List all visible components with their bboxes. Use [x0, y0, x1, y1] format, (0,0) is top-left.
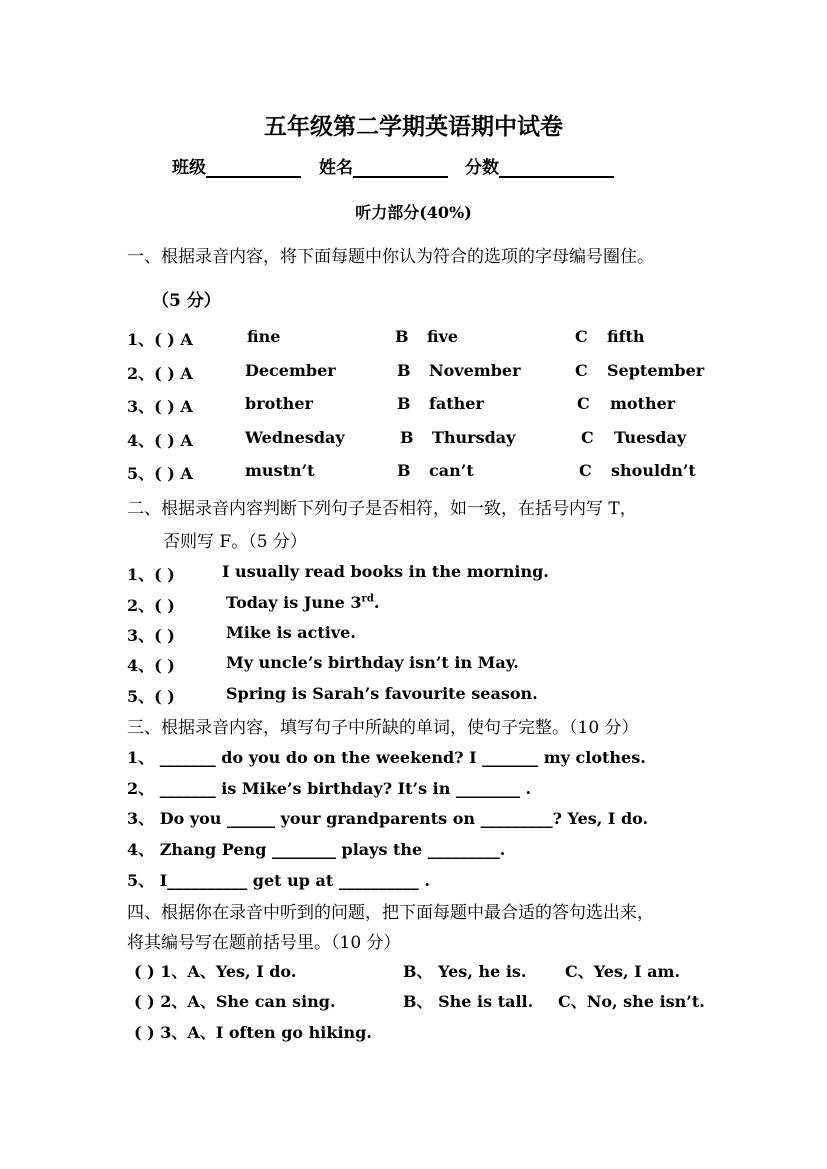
section3-heading: 三、根据录音内容，填写句子中所缺的单词，使句子完整。（10 分）: [127, 718, 639, 738]
list-item: 3、 Do you ______ your grandparents on _________? Yes, I do.: [127, 809, 649, 828]
class-label: 班级: [172, 158, 206, 178]
ordinal-suffix: rd: [361, 593, 374, 605]
statement-text: Spring is Sarah’s favourite season.: [226, 684, 538, 703]
question-option-a: ( ) 3、A、I often go hiking.: [134, 1023, 372, 1042]
option-c-label: C: [581, 428, 594, 447]
option-c: C、No, she isn’t.: [558, 992, 705, 1011]
option-b: five: [427, 327, 459, 346]
option-b: B、 She is tall.: [403, 992, 534, 1011]
item-number: 2、( ) A: [127, 364, 193, 383]
option-a: brother: [245, 394, 313, 413]
option-c: C、Yes, I am.: [565, 962, 681, 981]
option-c: September: [607, 361, 705, 380]
option-c-label: C: [577, 394, 590, 413]
item-number: 5、( ) A: [127, 464, 193, 483]
option-c: fifth: [607, 327, 645, 346]
listening-header: 听力部分(40%): [355, 203, 472, 222]
item-number: 1、( ) A: [127, 330, 193, 349]
name-blank[interactable]: [353, 158, 448, 178]
option-b: can’t: [429, 461, 474, 480]
option-b: father: [429, 394, 484, 413]
option-b-label: B: [400, 428, 414, 447]
option-a: fine: [247, 327, 281, 346]
score-label: 分数: [465, 158, 499, 178]
item-number: 3、( ) A: [127, 397, 193, 416]
class-field: [172, 153, 301, 178]
option-b-label: B: [397, 361, 411, 380]
item-number: 4、( ) A: [127, 431, 193, 450]
page-title: 五年级第二学期英语期中试卷: [264, 113, 563, 140]
list-item: 2、 _______ is Mike’s birthday? It’s in ________ .: [127, 779, 532, 798]
option-a: Wednesday: [245, 428, 345, 447]
question-option-a: ( ) 2、A、She can sing.: [134, 992, 336, 1011]
score-field: [465, 153, 614, 178]
option-b: B、 Yes, he is.: [403, 962, 527, 981]
section1-heading: 一、根据录音内容，将下面每题中你认为符合的选项的字母编号圈住。: [127, 247, 654, 267]
section1-points: （5 分）: [152, 291, 221, 311]
name-field: [319, 153, 448, 178]
option-c: shouldn’t: [611, 461, 696, 480]
option-a: mustn’t: [245, 461, 315, 480]
question-option-a: ( ) 1、A、Yes, I do.: [134, 962, 297, 981]
option-c-label: C: [575, 361, 588, 380]
score-blank[interactable]: [499, 158, 614, 178]
section4-heading: 四、根据你在录音中听到的问题，把下面每题中最合适的答句选出来，: [127, 903, 654, 923]
option-c: Tuesday: [614, 428, 687, 447]
list-item: 5、 I__________ get up at __________ .: [127, 871, 430, 890]
option-b-label: B: [395, 327, 409, 346]
section4-heading-cont: 将其编号写在题前括号里。（10 分）: [127, 933, 401, 953]
name-label: 姓名: [319, 158, 353, 178]
option-c-label: C: [575, 327, 588, 346]
section2-heading-cont: 否则写 F。（5 分）: [163, 532, 307, 552]
option-b-label: B: [397, 461, 411, 480]
class-blank[interactable]: [206, 158, 301, 178]
option-b: Thursday: [432, 428, 516, 447]
list-item: 1、 _______ do you do on the weekend? I _______ my clothes.: [127, 748, 646, 767]
option-a: December: [245, 361, 336, 380]
statement-text: I usually read books in the morning.: [222, 562, 549, 581]
item-number: 2、( ): [127, 596, 175, 615]
item-number: 4、( ): [127, 656, 175, 675]
section2-heading: 二、根据录音内容判断下列句子是否相符，如一致，在括号内写 T，: [127, 499, 637, 519]
list-item: 4、 Zhang Peng ________ plays the _________.: [127, 840, 506, 859]
option-c: mother: [610, 394, 676, 413]
option-c-label: C: [579, 461, 592, 480]
item-number: 3、( ): [127, 626, 175, 645]
option-b-label: B: [397, 394, 411, 413]
statement-text: Today is June 3rd.: [226, 593, 380, 612]
statement-text: My uncle’s birthday isn’t in May.: [226, 653, 519, 672]
item-number: 5、( ): [127, 687, 175, 706]
item-number: 1、( ): [127, 565, 175, 584]
option-b: November: [429, 361, 521, 380]
statement-text: Mike is active.: [226, 623, 356, 642]
